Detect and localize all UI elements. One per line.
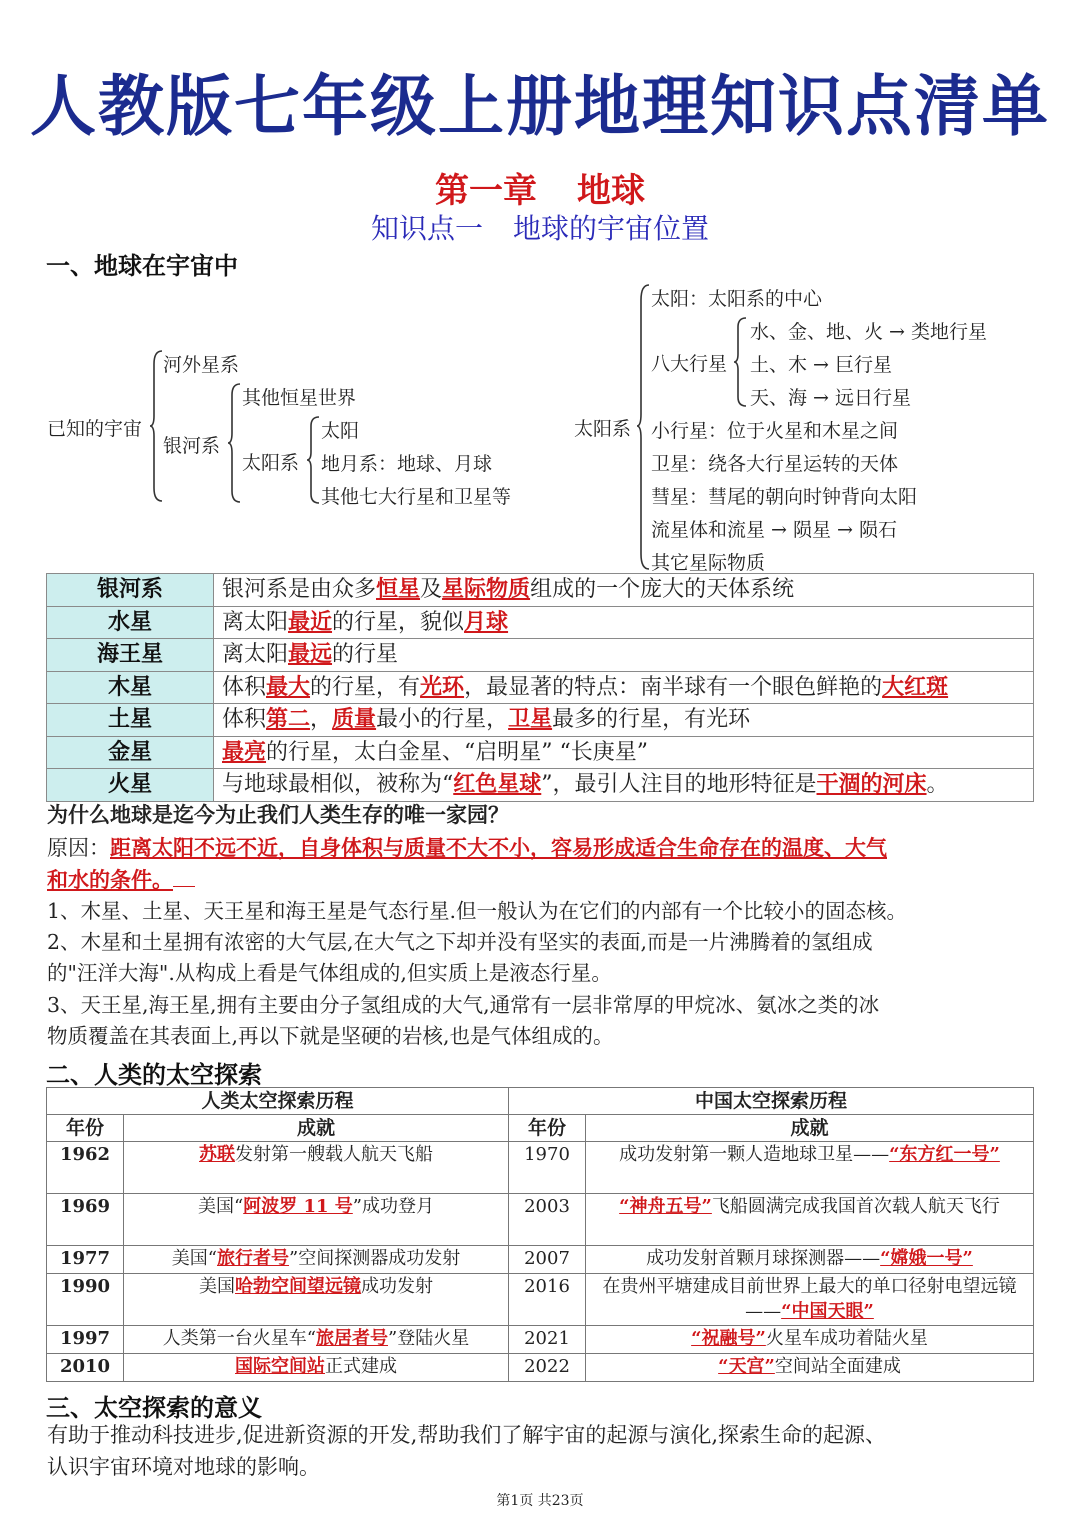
exploration-row	[47, 1274, 1034, 1326]
note-2a: 2、木星和土星拥有浓密的大气层,在大气之下却并没有坚实的表面,而是一片沸腾着的氢组成	[47, 930, 873, 954]
solar-satellite: 卫星：绕各大行星运转的天体	[651, 453, 899, 475]
china-year: 2021	[509, 1326, 586, 1354]
brace-solar-system	[307, 416, 321, 504]
planet-row	[47, 769, 1034, 802]
key-term: 旅居者号	[316, 1328, 388, 1349]
note-2b: 的"汪洋大海".从构成上看是气体组成的,但实质上是液态行星。	[47, 961, 612, 985]
planet-name: 海王星	[47, 639, 214, 672]
achievement-text: ”成功登月	[352, 1196, 434, 1217]
key-term: 光环	[420, 673, 465, 700]
achievement-text: 在贵州平塘建成目前世界上最大的单口径射电望远镜——	[602, 1276, 1017, 1322]
achievement-text: 成功发射	[361, 1276, 433, 1297]
key-term: 质量	[332, 706, 377, 733]
achievement-text: 飞船圆满完成我国首次载人航天飞行	[711, 1196, 1000, 1217]
kp-name: 地球的宇宙位置	[513, 212, 710, 245]
planet-description	[214, 736, 1034, 769]
description-text: 体积	[222, 674, 267, 700]
china-achievement	[586, 1326, 1034, 1354]
achievement-text: 成功发射首颗月球探测器——	[646, 1248, 881, 1269]
china-year: 1970	[509, 1142, 586, 1194]
planets-table	[46, 573, 1034, 802]
world-header: 人类太空探索历程	[47, 1088, 509, 1115]
section3-heading: 三、太空探索的意义	[46, 1394, 262, 1422]
tree-earth-moon: 地月系：地球、月球	[321, 453, 493, 475]
section2-heading: 二、人类的太空探索	[46, 1061, 262, 1089]
world-achievement	[124, 1326, 509, 1354]
key-term: 旅行者号	[217, 1248, 289, 1269]
description-text: ，	[310, 707, 333, 733]
world-year: 1977	[47, 1246, 124, 1274]
key-term: 哈勃空间望远镜	[235, 1276, 361, 1297]
description-text: 最多的行星，有光环	[552, 707, 751, 733]
planet-name: 水星	[47, 606, 214, 639]
planet-row	[47, 606, 1034, 639]
planet-description	[214, 671, 1034, 704]
tree-solar-system: 太阳系	[242, 452, 300, 474]
exploration-row	[47, 1246, 1034, 1274]
description-text: 银河系是由众多	[222, 577, 377, 603]
planet-row	[47, 671, 1034, 704]
description-text: 。	[926, 772, 949, 798]
planet-row	[47, 736, 1034, 769]
world-achievement	[124, 1194, 509, 1246]
description-text: 的行星，有	[310, 674, 421, 700]
key-term: 最近	[288, 608, 333, 635]
key-term: 阿波罗 11 号	[243, 1196, 353, 1217]
achievement-text: 火星车成功着陆火星	[765, 1328, 928, 1349]
description-text: 及	[420, 577, 443, 603]
exploration-row	[47, 1142, 1034, 1194]
key-term: 最大	[266, 673, 311, 700]
reason-line	[47, 832, 887, 864]
achievement-text: ”空间探测器成功发射	[289, 1248, 461, 1269]
world-year: 1990	[47, 1274, 124, 1326]
achievement-text: 正式建成	[325, 1356, 397, 1377]
key-term: 红色星球	[453, 771, 542, 798]
achievement-text: 美国“	[198, 1196, 244, 1217]
tree-other-planets: 其他七大行星和卫星等	[321, 486, 512, 508]
world-year: 1969	[47, 1194, 124, 1246]
achievement-text: 空间站全面建成	[774, 1356, 901, 1377]
key-term: “中国天眼”	[781, 1301, 874, 1322]
world-year: 1997	[47, 1326, 124, 1354]
key-term: 月球	[464, 608, 509, 635]
brace-universe	[150, 350, 164, 502]
world-year: 2010	[47, 1354, 124, 1382]
tree-root-universe: 已知的宇宙	[47, 418, 143, 440]
chapter-label: 第一章	[435, 171, 537, 211]
achievement-text: 发射第一艘载人航天飞船	[235, 1144, 433, 1165]
reason-line-2	[47, 864, 195, 896]
brace-galaxy	[228, 383, 242, 503]
reason-text-1: 距离太阳不远不近，自身体积与质量不大不小，容易形成适合生命存在的温度、大气	[110, 835, 887, 860]
description-text: 组成的一个庞大的天体系统	[530, 577, 795, 603]
solar-asteroid: 小行星：位于火星和木星之间	[651, 420, 899, 442]
section1-heading: 一、地球在宇宙中	[46, 252, 238, 280]
key-term: “嫦娥一号”	[880, 1248, 973, 1269]
description-text: 与地球最相似，被称为“	[222, 772, 454, 798]
significance-line-2: 认识宇宙环境对地球的影响。	[47, 1455, 320, 1479]
solar-giant: 土、木 → 巨行星	[750, 354, 892, 376]
page-title: 人教版七年级上册地理知识点清单	[30, 68, 1050, 145]
reason-label: 原因：	[47, 836, 110, 860]
achievement-text: 人类第一台火星车“	[162, 1328, 316, 1349]
china-year: 2007	[509, 1246, 586, 1274]
solar-meteor: 流星体和流星 → 陨星 → 陨石	[651, 519, 897, 541]
world-achievement	[124, 1246, 509, 1274]
key-term: 国际空间站	[235, 1356, 325, 1377]
key-term: “天宫”	[718, 1356, 775, 1377]
solar-eight-planets: 八大行星	[651, 353, 728, 375]
note-3a: 3、天王星,海王星,拥有主要由分子氢组成的大气,通常有一层非常厚的甲烷冰、氨冰之类的冰	[47, 993, 880, 1017]
description-text: ”，最引人注目的地形特征是	[541, 772, 817, 798]
note-1: 1、木星、土星、天王星和海王星是气态行星.但一般认为在它们的内部有一个比较小的固态核。	[47, 899, 908, 923]
planet-description	[214, 704, 1034, 737]
world-year: 1962	[47, 1142, 124, 1194]
key-term: 干涸的河床	[816, 771, 927, 798]
planet-name: 土星	[47, 704, 214, 737]
achievement-text: 美国	[199, 1276, 235, 1297]
tree-other-stars: 其他恒星世界	[242, 387, 357, 409]
brace-planets	[734, 317, 748, 407]
solar-root: 太阳系	[574, 418, 632, 440]
exploration-table	[46, 1087, 1034, 1382]
description-text: 的行星	[332, 642, 399, 668]
note-3b: 物质覆盖在其表面上,再以下就是坚硬的岩核,也是气体组成的。	[47, 1024, 614, 1048]
key-term: 星际物质	[442, 576, 531, 603]
exploration-row	[47, 1194, 1034, 1246]
key-term: 苏联	[199, 1144, 235, 1165]
tree-galaxy: 银河系	[163, 435, 221, 457]
world-achievement	[124, 1142, 509, 1194]
description-text: 的行星，貌似	[332, 609, 465, 635]
description-text: 离太阳	[222, 609, 289, 635]
planet-name: 木星	[47, 671, 214, 704]
question-line: 为什么地球是迄今为止我们人类生存的唯一家园？	[47, 803, 509, 827]
china-header: 中国太空探索历程	[509, 1088, 1034, 1115]
china-achievement	[586, 1142, 1034, 1194]
planet-row	[47, 704, 1034, 737]
achievement-text: 成功发射第一颗人造地球卫星——	[619, 1144, 890, 1165]
planet-description	[214, 639, 1034, 672]
china-year: 2022	[509, 1354, 586, 1382]
china-achievement	[586, 1246, 1034, 1274]
achievement-text: ”登陆火星	[388, 1328, 470, 1349]
solar-sun: 太阳：太阳系的中心	[651, 288, 823, 310]
solar-other: 其它星际物质	[651, 552, 766, 574]
planet-description	[214, 606, 1034, 639]
planet-name: 金星	[47, 736, 214, 769]
key-term: “祝融号”	[691, 1328, 766, 1349]
col-achievement-china: 成就	[586, 1115, 1034, 1142]
description-text: 离太阳	[222, 642, 289, 668]
world-achievement	[124, 1354, 509, 1382]
col-year-china: 年份	[509, 1115, 586, 1142]
china-year: 2016	[509, 1274, 586, 1326]
key-term: 最亮	[222, 738, 267, 765]
exploration-row	[47, 1354, 1034, 1382]
planet-description	[214, 769, 1034, 802]
achievement-text: 美国“	[171, 1248, 217, 1269]
key-term: 卫星	[508, 706, 553, 733]
knowledge-point-heading	[0, 207, 1080, 247]
chapter-name: 地球	[577, 171, 645, 211]
description-text: 体积	[222, 707, 267, 733]
china-year: 2003	[509, 1194, 586, 1246]
chapter-heading	[0, 163, 1080, 212]
planet-name: 火星	[47, 769, 214, 802]
description-text: 的行星，太白金星、“启明星” “长庚星”	[266, 739, 648, 765]
solar-far: 天、海 → 远日行星	[750, 387, 911, 409]
key-term: 恒星	[376, 576, 421, 603]
planet-row	[47, 574, 1034, 607]
china-achievement	[586, 1194, 1034, 1246]
planet-name: 银河系	[47, 574, 214, 607]
tree-extragalactic: 河外星系	[163, 354, 240, 376]
significance-line-1: 有助于推动科技进步,促进新资源的开发,帮助我们了解宇宙的起源与演化,探索生命的起源、	[47, 1423, 887, 1447]
tree-sun: 太阳	[321, 420, 360, 442]
brace-solar	[637, 284, 651, 570]
key-term: 第二	[266, 706, 311, 733]
key-term: 最远	[288, 641, 333, 668]
key-term: “神舟五号”	[619, 1196, 712, 1217]
key-term: 大红斑	[882, 673, 949, 700]
exploration-row	[47, 1326, 1034, 1354]
description-text: ，最显著的特点：南半球有一个眼色鲜艳的	[464, 674, 883, 700]
planet-description	[214, 574, 1034, 607]
page-footer: 第1页 共23页	[496, 1493, 584, 1509]
china-achievement	[586, 1354, 1034, 1382]
col-year-world: 年份	[47, 1115, 124, 1142]
kp-label: 知识点一	[370, 212, 483, 245]
key-term: “东方红一号”	[889, 1144, 1000, 1165]
description-text: 最小的行星，	[376, 707, 509, 733]
col-achievement-world: 成就	[124, 1115, 509, 1142]
world-achievement	[124, 1274, 509, 1326]
solar-terrestrial: 水、金、地、火 → 类地行星	[750, 321, 987, 343]
solar-comet: 彗星：彗尾的朝向时钟背向太阳	[651, 486, 918, 508]
planet-row	[47, 639, 1034, 672]
reason-text-2: 和水的条件。	[47, 867, 173, 892]
china-achievement	[586, 1274, 1034, 1326]
